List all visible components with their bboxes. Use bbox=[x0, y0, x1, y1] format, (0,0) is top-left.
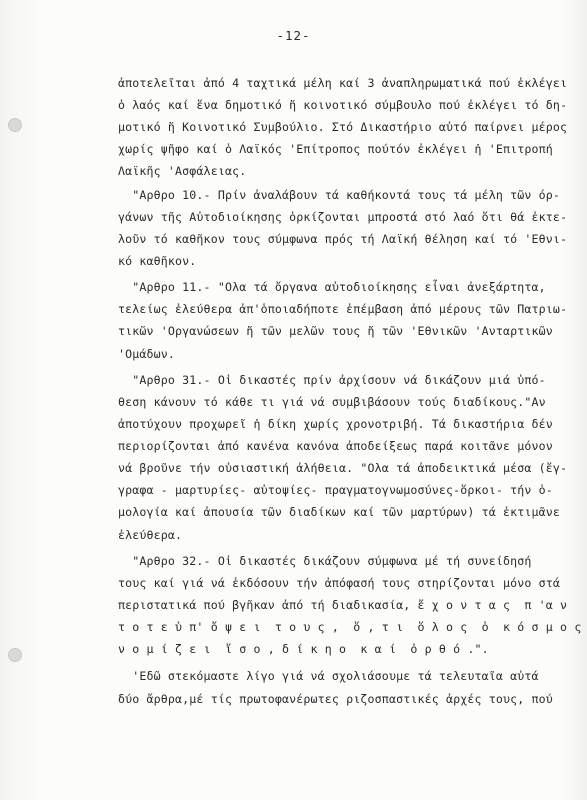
text-line: Λαϊκῆς 'Ασφάλειας. bbox=[118, 164, 247, 178]
text-line: γραφα - μαρτυρίες- αὐτοψίες- πραγματογνωμοσύνες-ὅρκοι- τήν ὁ- bbox=[118, 483, 553, 497]
text-line: λοῦν τό καθῆκον τους σύμφωνα πρός τή Λαϊκή θέληση καί τό 'Εθνι- bbox=[118, 232, 568, 246]
text-line: μολογία καί ἀπουσία τῶν διαδίκων καί τῶν μαρτύρων) τά ἐκτιμᾶνε bbox=[118, 505, 561, 519]
text-line: περιορίζονται ἀπό κανένα κανόνα ἀποδείξεως παρά κοιτᾶνε μόνον bbox=[118, 439, 553, 453]
text-line: "Αρθρο 32.- Οἱ δικαστές δικάζουν σύμφωνα μέ τή συνείδησή bbox=[118, 554, 532, 568]
punch-hole bbox=[8, 648, 22, 662]
text-line: τελείως ἐλεύθερα ἀπ'ὁποιαδήποτε ἐπέμβαση ἀπό μέρους τῶν Πατριω- bbox=[118, 302, 568, 316]
text-line: ἀποτελεῖται ἀπό 4 ταχτικά μέλη καί 3 ἀναπληρωματικά πού ἐκλέγει bbox=[118, 76, 568, 90]
text-line: "Αρθρο 11.- "Ολα τά ὄργανα αὐτοδιοίκησης εἶναι ἀνεξάρτητα, bbox=[118, 280, 546, 294]
text-line: χωρίς ψῆφο καί ὁ Λαϊκός 'Επίτροπος πούτόν ἐκλέγει ἡ 'Επιτροπή bbox=[118, 142, 553, 156]
text-line: γάνων τῆς Αὐτοδιοίκησης ὁρκίζονται μπροστά στό λαό ὅτι θά ἐκτε- bbox=[118, 210, 568, 224]
text-line: ἀποτύχουν προχωρεῖ ἡ δίκη χωρίς χρονοτριβή. Τά δικαστήρια δέν bbox=[118, 417, 553, 431]
text-line: μοτικό ἤ Κοινοτικό Συμβούλιο. Στό Δικαστήριο αὐτό παίρνει μέρος bbox=[118, 120, 568, 134]
text-line: περιστατικά πού βγῆκαν ἀπό τή διαδικασία, ἔ χ ο ν τ α ς π 'α ν bbox=[118, 598, 568, 612]
text-line: τικῶν 'Οργανώσεων ἤ τῶν μελῶν τους ἤ τῶν 'Εθνικῶν 'Ανταρτικῶν bbox=[118, 324, 553, 338]
text-line: δύο ἄρθρα,μέ τίς πρωτοφανέρωτες ριζοσπαστικές ἀρχές τους, πού bbox=[118, 692, 553, 706]
text-line: κό καθῆκον. bbox=[118, 254, 197, 268]
text-line: "Αρθρο 10.- Πρίν ἀναλάβουν τά καθήκοντά τους τά μέλη τῶν όρ- bbox=[118, 188, 561, 202]
text-line: ν ο μ ί ζ ε ι ἴ σ ο , δ ί κ η ο κ α ί ὀ ρ θ ό .". bbox=[118, 642, 489, 656]
text-line: 'Ομάδων. bbox=[118, 347, 176, 361]
text-line: 'Εδῶ στεκόμαστε λίγο γιά νά σχολιάσουμε τά τελευταῖα αὐτά bbox=[118, 669, 539, 683]
text-line: "Αρθρο 31.- Οἱ δικαστές πρίν ἀρχίσουν νά δικάζουν μιά ὑπό- bbox=[118, 373, 546, 387]
text-line: ἐλεύθερα. bbox=[118, 528, 183, 542]
text-line: τ ο τ ε ὑ π' ὄ ψ ε ι τ ο υ ς , ὅ , τ ι ὅ λ ο ς ὁ κ ό σ μ ο ς bbox=[118, 620, 582, 634]
text-line: νά βροῦνε τήν οὐσιαστική ἀλήθεια. "Ολα τά ἀποδεικτικά μέσα (ἔγ- bbox=[118, 461, 568, 475]
text-line: ὁ λαός καί ἕνα δημοτικό ἤ κοινοτικό σύμβουλο πού ἐκλέγει τό δη- bbox=[118, 98, 568, 112]
punch-hole bbox=[8, 118, 22, 132]
text-line: θεση κάνουν τό κάθε τι γιά νά συμβιβάσουν τούς διαδίκους."Αν bbox=[118, 395, 546, 409]
text-line: τους καί γιά νά ἐκδόσουν τήν ἀπόφασή τους στηρίζονται μόνο στά bbox=[118, 576, 561, 590]
page-number: -12- bbox=[276, 28, 311, 43]
